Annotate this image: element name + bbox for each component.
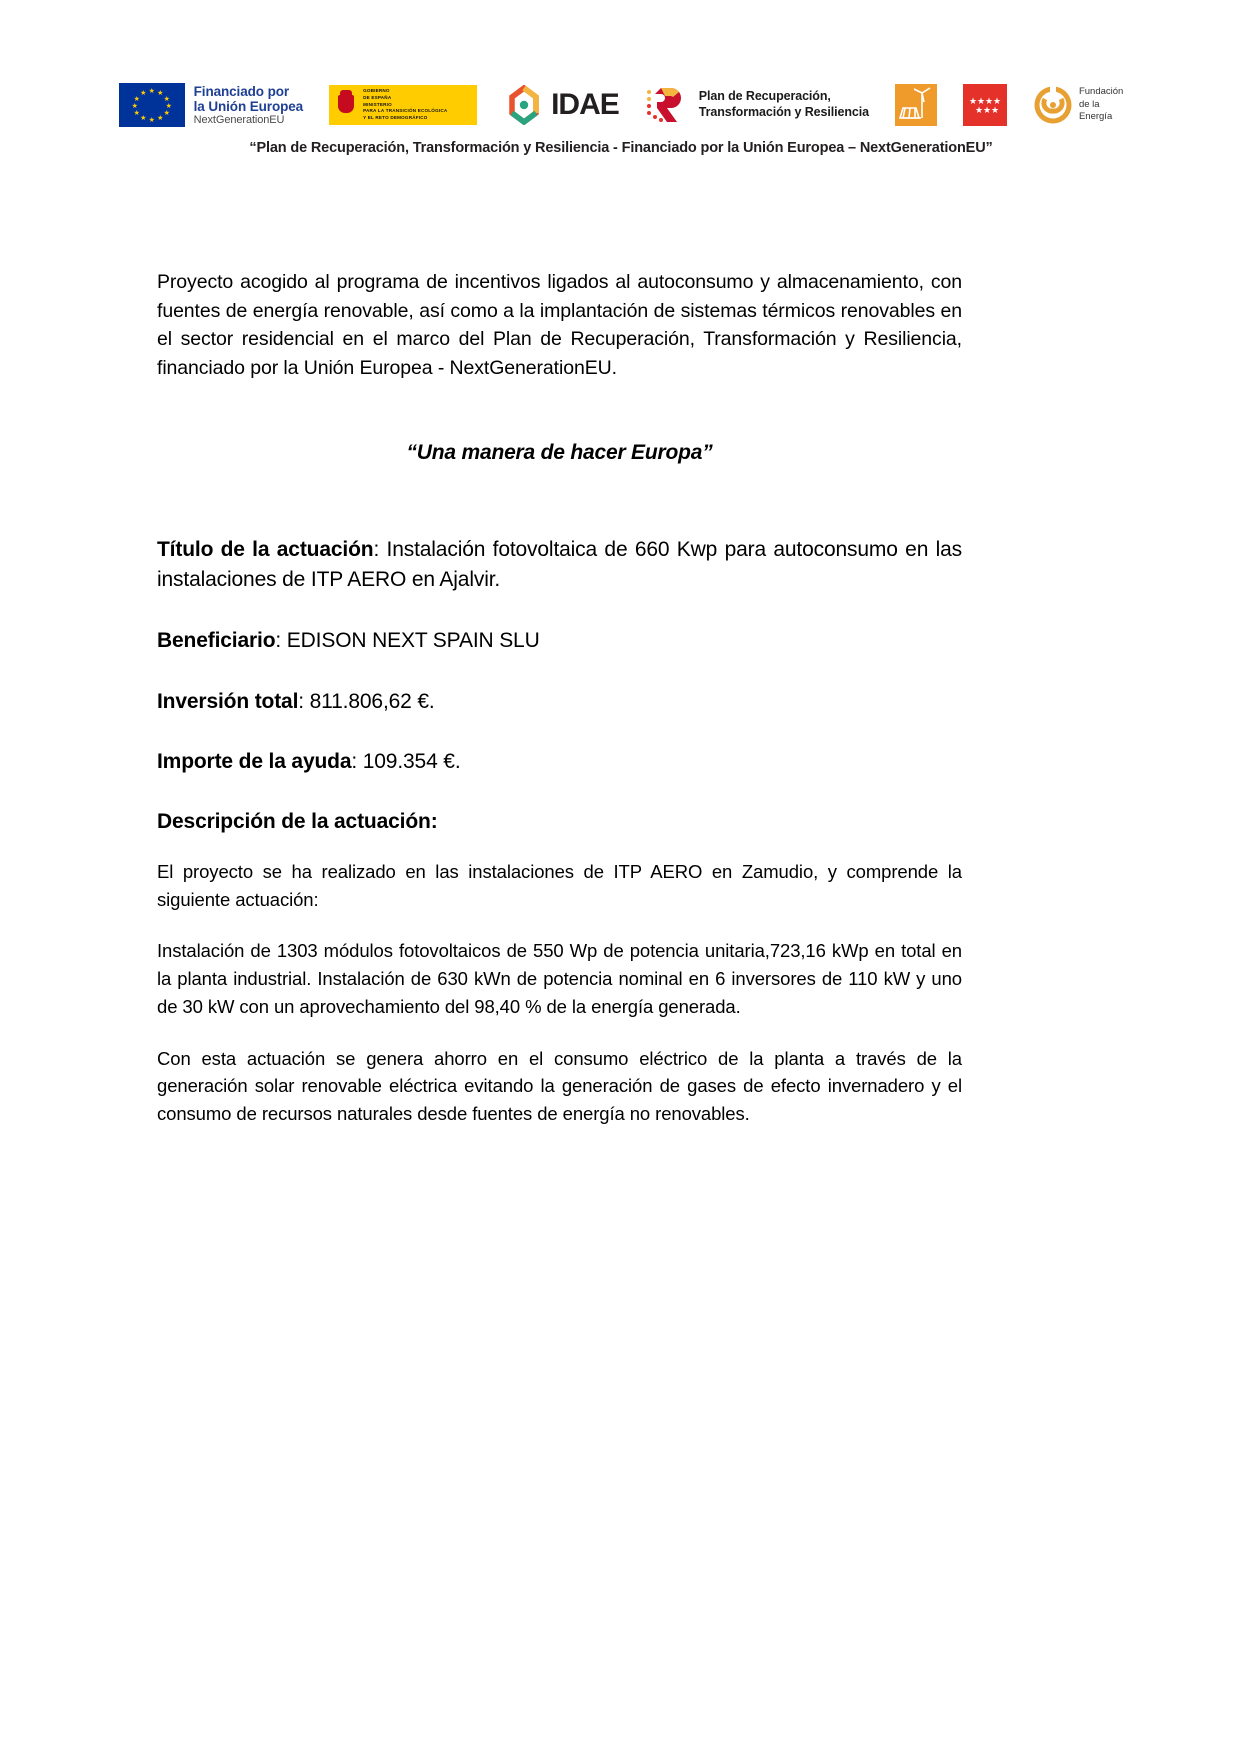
ministry-line5: Y EL RETO DEMOGRÁFICO bbox=[363, 114, 428, 120]
fundacion-energia-logo bbox=[1033, 78, 1123, 132]
fundacion-line1: Fundación bbox=[1078, 86, 1124, 98]
field-importe-ayuda bbox=[157, 747, 962, 778]
field-titulo-actuacion bbox=[157, 535, 962, 596]
field-beneficiario bbox=[157, 626, 962, 657]
eu-funding-logo bbox=[119, 78, 303, 132]
fundacion-line3: Energía bbox=[1078, 111, 1113, 123]
ministry-logo bbox=[329, 85, 477, 125]
ministry-logo-text bbox=[363, 88, 447, 121]
field-titulo-separator: : bbox=[373, 537, 387, 561]
madrid-flag-icon: ★ ★ ★ ★ ★ ★ ★ bbox=[963, 84, 1007, 126]
idae-mark-icon bbox=[503, 85, 545, 125]
lead-paragraph: Proyecto acogido al programa de incentivos ligados al autoconsumo y almacenamiento, con fuentes de energía renovable, así como a la implantación de sistemas térmicos renovables en el sector residencial en el marco del Plan de Recuperación, Transformación y Resiliencia, financiado por la Unión Europea - NextGenerationEU. bbox=[157, 271, 962, 379]
eu-logo-line2: la Unión Europea bbox=[193, 98, 304, 114]
field-inversion-total bbox=[157, 687, 962, 718]
renewable-energy-icon bbox=[895, 84, 937, 126]
header-caption: “Plan de Recuperación, Transformación y Resiliencia - Financiado por la Unión Europea – NextGenerationEU” bbox=[249, 140, 993, 156]
fundacion-line2: de la bbox=[1078, 98, 1100, 110]
prtr-mark-icon bbox=[645, 84, 691, 126]
prtr-logo bbox=[645, 78, 869, 132]
field-importe-label: Importe de la ayuda bbox=[157, 750, 352, 774]
field-importe-value: 109.354 €. bbox=[362, 750, 461, 774]
field-inversion-label: Inversión total bbox=[157, 689, 299, 713]
prtr-line1: Plan de Recuperación, bbox=[698, 89, 831, 104]
field-beneficiario-label: Beneficiario bbox=[157, 628, 276, 652]
document-header bbox=[0, 78, 1242, 156]
slogan-text: “Una manera de hacer Europa” bbox=[406, 440, 713, 464]
eu-logo-line1: Financiado por bbox=[193, 83, 290, 99]
description-paragraph-2: Instalación de 1303 módulos fotovoltaicos de 550 Wp de potencia unitaria,723,16 kWp en total en la planta industrial. Instalación de 630 kWn de potencia nominal en 6 inversores de 110 kW y uno de 30 kW con un aprovechamiento del 98,40 % de la energía generada. bbox=[157, 940, 962, 1017]
idae-logo bbox=[503, 78, 619, 132]
prtr-logo-text bbox=[699, 89, 869, 120]
logo-row bbox=[0, 78, 1242, 132]
field-inversion-value: 811.806,62 €. bbox=[309, 689, 435, 713]
ministry-line2: DE ESPAÑA bbox=[363, 95, 392, 101]
field-beneficiario-separator: : bbox=[275, 628, 287, 652]
prtr-line2: Transformación y Resiliencia bbox=[698, 105, 869, 119]
ministry-line3: MINISTERIO bbox=[363, 101, 392, 107]
ministry-line1: GOBIERNO bbox=[363, 88, 390, 94]
field-importe-separator: : bbox=[351, 750, 363, 774]
eu-logo-text bbox=[194, 84, 303, 127]
idae-wordmark: IDAE bbox=[551, 88, 619, 121]
fundacion-mark-icon bbox=[1033, 85, 1073, 125]
description-paragraph-1: El proyecto se ha realizado en las instalaciones de ITP AERO en Zamudio, y comprende la siguiente actuación: bbox=[157, 860, 962, 910]
field-inversion-separator: : bbox=[298, 689, 310, 713]
description-paragraph-3: Con esta actuación se genera ahorro en el consumo eléctrico de la planta a través de la generación solar renovable eléctrica evitando la generación de gases de efecto invernadero y el consumo de recursos naturales desde fuentes de energía no renovables. bbox=[157, 1047, 962, 1125]
spain-crest-icon bbox=[334, 90, 358, 120]
description-heading: Descripción de la actuación: bbox=[157, 809, 438, 833]
eu-logo-line3: NextGenerationEU bbox=[193, 113, 285, 126]
field-titulo-label: Título de la actuación bbox=[157, 537, 374, 561]
ministry-line4: PARA LA TRANSICIÓN ECOLÓGICA bbox=[363, 108, 448, 114]
document-content bbox=[157, 268, 962, 1128]
field-beneficiario-value: EDISON NEXT SPAIN SLU bbox=[286, 628, 540, 652]
fundacion-logo-text bbox=[1079, 86, 1123, 123]
field-titulo-value: Instalación fotovoltaica de 660 Kwp para autoconsumo en las instalaciones de ITP AERO en Ajalvir. bbox=[157, 537, 962, 592]
eu-flag-icon: ★ ★ ★ ★ ★ ★ ★ ★ ★ ★ ★ ★ bbox=[119, 83, 185, 127]
